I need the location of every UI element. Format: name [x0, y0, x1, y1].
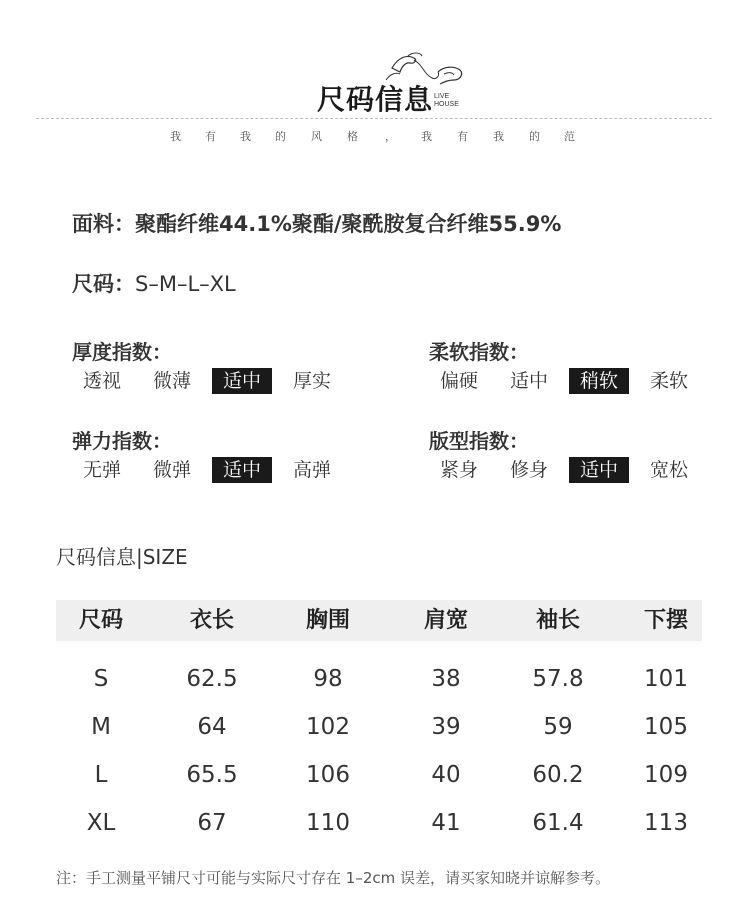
table-row: [56, 703, 702, 751]
dotted-divider: [36, 118, 712, 119]
index-title: 厚度指数：: [72, 340, 172, 364]
table-cell: 41: [431, 810, 461, 836]
table-cell: 59: [543, 714, 573, 740]
table-row: [56, 799, 702, 847]
measurement-note: 注：手工测量平铺尺寸可能与实际尺寸存在 1–2cm 误差，请买家知晓并谅解参考。: [56, 869, 610, 887]
table-cell: 98: [313, 666, 343, 692]
table-cell: 109: [644, 762, 688, 788]
index-option: 微弹: [152, 459, 191, 481]
index-option: 修身: [509, 459, 548, 481]
index-option: 微薄: [152, 370, 191, 392]
table-cell: 61.4: [532, 810, 584, 836]
index-option-selected: 适中: [212, 457, 272, 483]
index-options: [72, 457, 392, 483]
fabric-value: 聚酯纤维44.1%聚酯/聚酰胺复合纤维55.9%: [135, 212, 562, 236]
fit-index: [429, 425, 688, 481]
index-option: 无弹: [82, 459, 121, 481]
table-cell: 101: [644, 666, 688, 692]
index-options: [429, 368, 749, 394]
column-header: 下摆: [643, 608, 688, 633]
index-options: [72, 368, 392, 394]
index-option-selected: 适中: [212, 368, 272, 394]
table-cell: 110: [306, 810, 350, 836]
index-option: 紧身: [439, 459, 478, 481]
index-option: 适中: [509, 370, 548, 392]
slogan: [0, 128, 750, 144]
slogan-char: 有: [205, 130, 216, 143]
slogan-char: 风: [311, 130, 322, 143]
slogan-char: ，: [385, 130, 396, 143]
table-cell: L: [94, 762, 108, 788]
table-row: [56, 751, 702, 799]
table-body: [56, 641, 702, 847]
softness-index: [429, 336, 688, 392]
index-title: 版型指数：: [429, 429, 529, 453]
table-cell: 106: [306, 762, 350, 788]
page-title: 尺码信息: [316, 83, 433, 116]
table-cell: 67: [197, 810, 227, 836]
elasticity-index: [72, 425, 331, 481]
table-cell: M: [91, 714, 111, 740]
table-cell: 39: [431, 714, 461, 740]
column-header: 衣长: [189, 608, 234, 633]
index-option: 柔软: [649, 370, 688, 392]
table-header-row: [56, 600, 702, 641]
thickness-index: [72, 336, 331, 392]
slogan-char: 范: [564, 130, 575, 143]
column-header: 袖长: [535, 608, 580, 633]
slogan-char: 的: [275, 130, 286, 143]
fabric-label: 面料：: [72, 212, 135, 236]
sizes-value: S–M–L–XL: [135, 272, 236, 296]
index-option: 厚实: [292, 370, 331, 392]
table-cell: XL: [86, 810, 116, 836]
slogan-char: 我: [421, 130, 432, 143]
column-header: 胸围: [305, 608, 350, 633]
header: [0, 0, 750, 150]
table-cell: 40: [431, 762, 461, 788]
index-option: 宽松: [649, 459, 688, 481]
table-cell: S: [93, 666, 109, 692]
logo-text-line1: LIVE: [434, 93, 450, 100]
index-option-selected: 适中: [569, 457, 629, 483]
table-cell: 60.2: [532, 762, 584, 788]
index-options: [429, 457, 749, 483]
table-cell: 38: [431, 666, 461, 692]
table-cell: 62.5: [186, 666, 238, 692]
sizes-label: 尺码：: [72, 272, 135, 296]
slogan-char: 的: [529, 130, 540, 143]
index-option: 偏硬: [439, 370, 478, 392]
slogan-char: 我: [170, 130, 181, 143]
sizes-line: [72, 268, 236, 298]
slogan-char: 我: [493, 130, 504, 143]
size-table: [56, 600, 702, 847]
slogan-char: 格: [347, 130, 358, 143]
column-header: 尺码: [78, 608, 123, 633]
table-row: [56, 655, 702, 703]
fabric-line: [72, 208, 561, 238]
slogan-char: 我: [240, 130, 251, 143]
logo-text-line2: HOUSE: [434, 101, 459, 108]
table-cell: 113: [644, 810, 688, 836]
index-title: 弹力指数：: [72, 429, 172, 453]
slogan-char: 有: [457, 130, 468, 143]
table-cell: 102: [306, 714, 350, 740]
index-option-selected: 稍软: [569, 368, 629, 394]
table-cell: 65.5: [186, 762, 238, 788]
column-header: 肩宽: [423, 608, 468, 633]
table-cell: 57.8: [532, 666, 584, 692]
index-title: 柔软指数：: [429, 340, 529, 364]
table-cell: 64: [197, 714, 227, 740]
index-option: 高弹: [292, 459, 331, 481]
table-cell: 105: [644, 714, 688, 740]
index-option: 透视: [82, 370, 121, 392]
size-table-heading: 尺码信息|SIZE: [56, 545, 188, 569]
